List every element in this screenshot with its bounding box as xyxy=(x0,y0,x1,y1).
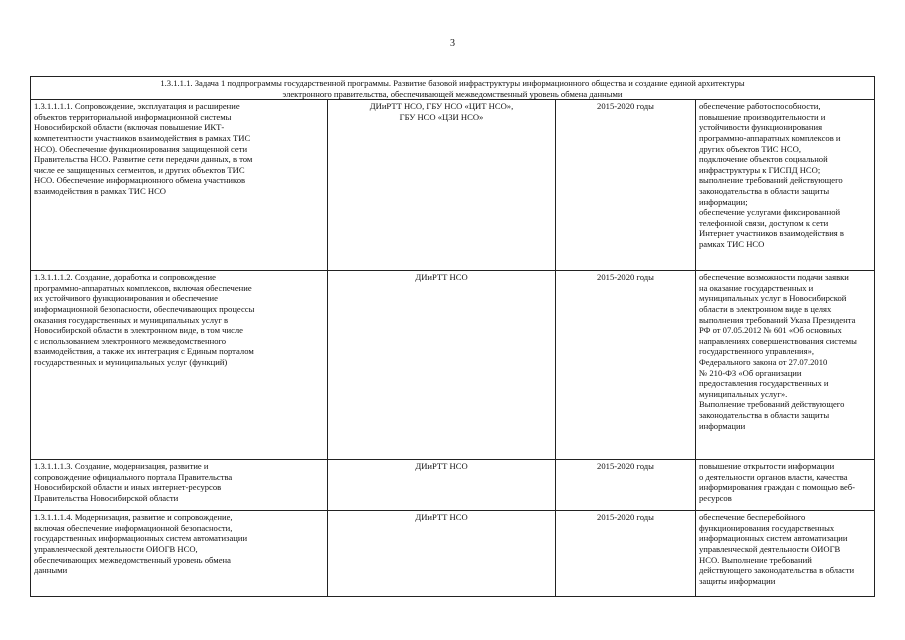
activity-cell: 1.3.1.1.1.1. Сопровождение, эксплуатация и расширение объектов территориальной информационной системы Новосибирской области (включая повышение ИКТ- компетентности участников взаимодействия в рамках ТИС НСО). Обеспечение функционирования защищенной сети Правительства НСО. Развитие сети передачи данных, в том числе ее защищенных сегментов, и других объектов ТИС НСО. Обеспечение информационного обмена участников взаимодействия в рамках ТИС НСО xyxy=(31,100,328,271)
activity-cell: 1.3.1.1.1.2. Создание, доработка и сопровождение программно-аппаратных комплексов, включая обеспечение их устойчивого функционирования и обеспечение информационной безопасности, обеспечивающих процессы оказания государственных и муниципальных услуг в Новосибирской области в электронном виде, в том числе с использованием электронного межведомственного взаимодействия, а также их интеграция с Единым порталом государственных и муниципальных услуг (функций) xyxy=(31,271,328,460)
table-row xyxy=(31,460,875,511)
result-cell: обеспечение работоспособности, повышение производительности и устойчивости функционирования программно-аппаратных комплексов и других объектов ТИС НСО, подключение объектов социальной инфраструктуры к ГИСПД НСО; выполнение требований действующего законодательства в области защиты информации; обеспечение услугами фиксированной телефонной связи, доступом к сети Интернет участников взаимодействия в рамках ТИС НСО xyxy=(696,100,875,271)
period-cell: 2015-2020 годы xyxy=(556,100,696,271)
executor-cell: ДИиРТТ НСО xyxy=(328,271,556,460)
table-row xyxy=(31,511,875,597)
result-cell: обеспечение возможности подачи заявки на оказание государственных и муниципальных услуг в Новосибирской области в электронном виде в целях выполнения требований Указа Президента РФ от 07.05.2012 № 601 «Об основных направлениях совершенствования системы государственного управления», Федерального закона от 27.07.2010 № 210-ФЗ «Об организации предоставления государственных и муниципальных услуг». Выполнение требований действующего законодательства в области защиты информации xyxy=(696,271,875,460)
period-cell: 2015-2020 годы xyxy=(556,271,696,460)
table-row xyxy=(31,100,875,271)
period-cell: 2015-2020 годы xyxy=(556,511,696,597)
table-header-row xyxy=(31,77,875,100)
result-cell: повышение открытости информации о деятельности органов власти, качества информирования граждан с помощью веб- ресурсов xyxy=(696,460,875,511)
page-number: 3 xyxy=(450,38,455,49)
result-cell: обеспечение бесперебойного функционирования государственных информационных систем автоматизации управленческой деятельности ОИОГВ НСО. Выполнение требований действующего законодательства в области защиты информации xyxy=(696,511,875,597)
executor-cell: ДИиРТТ НСО xyxy=(328,460,556,511)
executor-cell: ДИиРТТ НСО xyxy=(328,511,556,597)
activity-cell: 1.3.1.1.1.3. Создание, модернизация, развитие и сопровождение официального портала Правительства Новосибирской области и иных интернет-ресурсов Правительства Новосибирской области xyxy=(31,460,328,511)
activity-cell: 1.3.1.1.1.4. Модернизация, развитие и сопровождение, включая обеспечение информационной безопасности, государственных информационных систем автоматизации управленческой деятельности ОИОГВ НСО, обеспечивающих межведомственный уровень обмена данными xyxy=(31,511,328,597)
period-cell: 2015-2020 годы xyxy=(556,460,696,511)
table-row xyxy=(31,271,875,460)
executor-cell: ДИиРТТ НСО, ГБУ НСО «ЦИТ НСО», ГБУ НСО «ЦЗИ НСО» xyxy=(328,100,556,271)
task-header: 1.3.1.1.1. Задача 1 подпрограммы государственной программы. Развитие базовой инфраструктуры информационного общества и создание единой архитектуры электронного правительства, обеспечивающей межведомственный уровень обмена данными xyxy=(31,77,875,100)
program-tasks-table xyxy=(30,76,875,597)
